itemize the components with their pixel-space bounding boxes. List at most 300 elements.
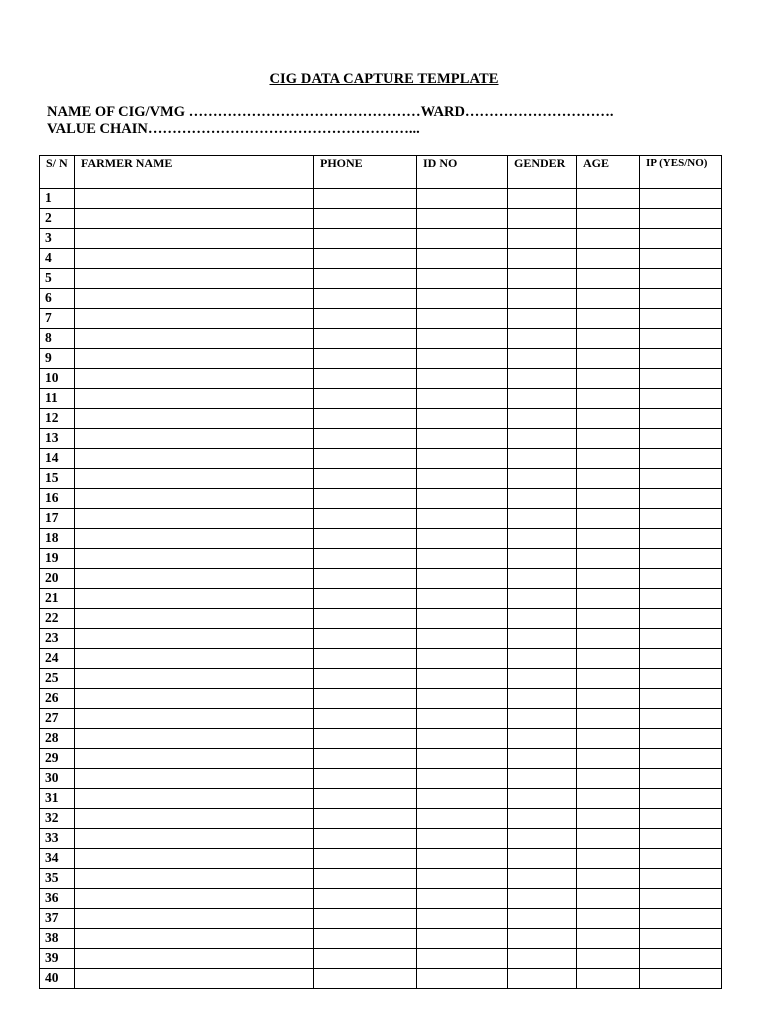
age-cell[interactable] — [577, 889, 640, 909]
farmer-name-cell[interactable] — [75, 309, 314, 329]
phone-cell[interactable] — [314, 649, 417, 669]
farmer-name-cell[interactable] — [75, 569, 314, 589]
gender-cell[interactable] — [508, 649, 577, 669]
phone-cell[interactable] — [314, 329, 417, 349]
gender-cell[interactable] — [508, 589, 577, 609]
farmer-name-cell[interactable] — [75, 489, 314, 509]
age-cell[interactable] — [577, 869, 640, 889]
ip-cell[interactable] — [640, 849, 722, 869]
ip-cell[interactable] — [640, 749, 722, 769]
farmer-name-cell[interactable] — [75, 689, 314, 709]
age-cell[interactable] — [577, 929, 640, 949]
row-number: 9 — [40, 349, 75, 369]
phone-cell[interactable] — [314, 629, 417, 649]
phone-cell[interactable] — [314, 809, 417, 829]
phone-cell[interactable] — [314, 529, 417, 549]
gender-cell[interactable] — [508, 309, 577, 329]
farmer-name-cell[interactable] — [75, 789, 314, 809]
table-row — [40, 249, 722, 269]
gender-cell[interactable] — [508, 789, 577, 809]
phone-cell[interactable] — [314, 349, 417, 369]
id-no-cell[interactable] — [417, 389, 508, 409]
age-cell[interactable] — [577, 329, 640, 349]
gender-cell[interactable] — [508, 689, 577, 709]
row-number: 1 — [40, 189, 75, 209]
phone-cell[interactable] — [314, 829, 417, 849]
phone-cell[interactable] — [314, 229, 417, 249]
age-cell[interactable] — [577, 309, 640, 329]
phone-cell[interactable] — [314, 449, 417, 469]
id-no-cell[interactable] — [417, 929, 508, 949]
id-no-cell[interactable] — [417, 189, 508, 209]
id-no-cell[interactable] — [417, 949, 508, 969]
table-row — [40, 889, 722, 909]
gender-cell[interactable] — [508, 429, 577, 449]
id-no-cell[interactable] — [417, 809, 508, 829]
ip-cell[interactable] — [640, 329, 722, 349]
farmer-name-cell[interactable] — [75, 709, 314, 729]
gender-cell[interactable] — [508, 529, 577, 549]
age-cell[interactable] — [577, 969, 640, 989]
table-row — [40, 349, 722, 369]
ip-cell[interactable] — [640, 509, 722, 529]
id-no-cell[interactable] — [417, 449, 508, 469]
phone-cell[interactable] — [314, 969, 417, 989]
gender-cell[interactable] — [508, 609, 577, 629]
phone-cell[interactable] — [314, 709, 417, 729]
id-no-cell[interactable] — [417, 829, 508, 849]
phone-cell[interactable] — [314, 849, 417, 869]
row-number: 24 — [40, 649, 75, 669]
ip-cell[interactable] — [640, 889, 722, 909]
phone-cell[interactable] — [314, 429, 417, 449]
phone-cell[interactable] — [314, 789, 417, 809]
row-number: 8 — [40, 329, 75, 349]
age-cell[interactable] — [577, 429, 640, 449]
table-row — [40, 649, 722, 669]
row-number: 22 — [40, 609, 75, 629]
table-row — [40, 409, 722, 429]
row-number: 4 — [40, 249, 75, 269]
table-row — [40, 369, 722, 389]
ip-cell[interactable] — [640, 929, 722, 949]
document-title: CIG DATA CAPTURE TEMPLATE — [269, 71, 499, 87]
ip-cell[interactable] — [640, 249, 722, 269]
ip-cell[interactable] — [640, 489, 722, 509]
table-row — [40, 769, 722, 789]
age-cell[interactable] — [577, 829, 640, 849]
table-row — [40, 309, 722, 329]
cig-name-ward-line: NAME OF CIG/VMG …………………………………………WARD…………………………. — [47, 104, 614, 120]
gender-cell[interactable] — [508, 189, 577, 209]
ip-cell[interactable] — [640, 689, 722, 709]
phone-cell[interactable] — [314, 589, 417, 609]
age-cell[interactable] — [577, 189, 640, 209]
age-cell[interactable] — [577, 909, 640, 929]
phone-cell[interactable] — [314, 409, 417, 429]
table-row — [40, 709, 722, 729]
id-no-cell[interactable] — [417, 589, 508, 609]
farmer-name-cell[interactable] — [75, 429, 314, 449]
gender-cell[interactable] — [508, 229, 577, 249]
row-number: 36 — [40, 889, 75, 909]
row-number: 21 — [40, 589, 75, 609]
ip-cell[interactable] — [640, 569, 722, 589]
row-number: 32 — [40, 809, 75, 829]
table-row — [40, 749, 722, 769]
phone-cell[interactable] — [314, 909, 417, 929]
id-no-cell[interactable] — [417, 249, 508, 269]
age-cell[interactable] — [577, 469, 640, 489]
age-cell[interactable] — [577, 409, 640, 429]
table-row — [40, 829, 722, 849]
age-cell[interactable] — [577, 789, 640, 809]
age-cell[interactable] — [577, 849, 640, 869]
farmer-name-cell[interactable] — [75, 729, 314, 749]
ip-cell[interactable] — [640, 369, 722, 389]
gender-cell[interactable] — [508, 469, 577, 489]
farmer-name-cell[interactable] — [75, 609, 314, 629]
ip-cell[interactable] — [640, 469, 722, 489]
age-cell[interactable] — [577, 529, 640, 549]
table-row — [40, 869, 722, 889]
farmer-name-cell[interactable] — [75, 189, 314, 209]
phone-cell[interactable] — [314, 769, 417, 789]
farmer-name-cell[interactable] — [75, 509, 314, 529]
gender-cell[interactable] — [508, 849, 577, 869]
age-cell[interactable] — [577, 489, 640, 509]
id-no-cell[interactable] — [417, 329, 508, 349]
farmer-name-cell[interactable] — [75, 949, 314, 969]
ip-cell[interactable] — [640, 609, 722, 629]
ip-cell[interactable] — [640, 309, 722, 329]
farmer-name-cell[interactable] — [75, 969, 314, 989]
id-no-cell[interactable] — [417, 769, 508, 789]
gender-cell[interactable] — [508, 369, 577, 389]
age-cell[interactable] — [577, 749, 640, 769]
age-cell[interactable] — [577, 449, 640, 469]
phone-cell[interactable] — [314, 549, 417, 569]
row-number: 28 — [40, 729, 75, 749]
age-cell[interactable] — [577, 289, 640, 309]
farmer-name-cell[interactable] — [75, 829, 314, 849]
gender-cell[interactable] — [508, 329, 577, 349]
farmer-name-cell[interactable] — [75, 629, 314, 649]
value-chain-line: VALUE CHAIN………………………………………………... — [47, 121, 420, 137]
farmer-name-cell[interactable] — [75, 529, 314, 549]
id-no-cell[interactable] — [417, 529, 508, 549]
id-no-cell[interactable] — [417, 889, 508, 909]
age-cell[interactable] — [577, 369, 640, 389]
farmer-name-cell[interactable] — [75, 809, 314, 829]
row-number: 40 — [40, 969, 75, 989]
farmer-name-cell[interactable] — [75, 549, 314, 569]
header-id-no: ID NO — [417, 156, 508, 189]
id-no-cell[interactable] — [417, 749, 508, 769]
id-no-cell[interactable] — [417, 289, 508, 309]
table-row — [40, 449, 722, 469]
id-no-cell[interactable] — [417, 869, 508, 889]
ip-cell[interactable] — [640, 729, 722, 749]
row-number: 6 — [40, 289, 75, 309]
age-cell[interactable] — [577, 729, 640, 749]
gender-cell[interactable] — [508, 629, 577, 649]
row-number: 39 — [40, 949, 75, 969]
phone-cell[interactable] — [314, 369, 417, 389]
ip-cell[interactable] — [640, 829, 722, 849]
gender-cell[interactable] — [508, 929, 577, 949]
table-row — [40, 969, 722, 989]
id-no-cell[interactable] — [417, 849, 508, 869]
ip-cell[interactable] — [640, 709, 722, 729]
ip-cell[interactable] — [640, 389, 722, 409]
phone-cell[interactable] — [314, 209, 417, 229]
age-cell[interactable] — [577, 549, 640, 569]
table-row — [40, 229, 722, 249]
table-row — [40, 489, 722, 509]
age-cell[interactable] — [577, 649, 640, 669]
gender-cell[interactable] — [508, 449, 577, 469]
id-no-cell[interactable] — [417, 649, 508, 669]
row-number: 29 — [40, 749, 75, 769]
id-no-cell[interactable] — [417, 609, 508, 629]
farmer-name-cell[interactable] — [75, 649, 314, 669]
farmer-name-cell[interactable] — [75, 589, 314, 609]
id-no-cell[interactable] — [417, 569, 508, 589]
age-cell[interactable] — [577, 569, 640, 589]
ip-cell[interactable] — [640, 809, 722, 829]
age-cell[interactable] — [577, 209, 640, 229]
ip-cell[interactable] — [640, 629, 722, 649]
gender-cell[interactable] — [508, 389, 577, 409]
gender-cell[interactable] — [508, 549, 577, 569]
phone-cell[interactable] — [314, 869, 417, 889]
phone-cell[interactable] — [314, 609, 417, 629]
id-no-cell[interactable] — [417, 709, 508, 729]
id-no-cell[interactable] — [417, 409, 508, 429]
ip-cell[interactable] — [640, 909, 722, 929]
ip-cell[interactable] — [640, 589, 722, 609]
age-cell[interactable] — [577, 269, 640, 289]
age-cell[interactable] — [577, 249, 640, 269]
id-no-cell[interactable] — [417, 909, 508, 929]
phone-cell[interactable] — [314, 389, 417, 409]
row-number: 2 — [40, 209, 75, 229]
farmer-name-cell[interactable] — [75, 329, 314, 349]
id-no-cell[interactable] — [417, 969, 508, 989]
table-row — [40, 429, 722, 449]
age-cell[interactable] — [577, 389, 640, 409]
phone-cell[interactable] — [314, 269, 417, 289]
phone-cell[interactable] — [314, 689, 417, 709]
farmer-name-cell[interactable] — [75, 749, 314, 769]
age-cell[interactable] — [577, 809, 640, 829]
ip-cell[interactable] — [640, 189, 722, 209]
header-sn: S/ N — [40, 156, 75, 189]
ip-cell[interactable] — [640, 429, 722, 449]
farmer-name-cell[interactable] — [75, 389, 314, 409]
ip-cell[interactable] — [640, 869, 722, 889]
row-number: 16 — [40, 489, 75, 509]
table-row — [40, 929, 722, 949]
row-number: 37 — [40, 909, 75, 929]
ip-cell[interactable] — [640, 769, 722, 789]
phone-cell[interactable] — [314, 949, 417, 969]
gender-cell[interactable] — [508, 249, 577, 269]
ip-cell[interactable] — [640, 649, 722, 669]
table-row — [40, 609, 722, 629]
age-cell[interactable] — [577, 509, 640, 529]
farmer-name-cell[interactable] — [75, 369, 314, 389]
id-no-cell[interactable] — [417, 549, 508, 569]
id-no-cell[interactable] — [417, 469, 508, 489]
phone-cell[interactable] — [314, 749, 417, 769]
row-number: 17 — [40, 509, 75, 529]
phone-cell[interactable] — [314, 729, 417, 749]
farmer-name-cell[interactable] — [75, 269, 314, 289]
row-number: 3 — [40, 229, 75, 249]
row-number: 19 — [40, 549, 75, 569]
ip-cell[interactable] — [640, 549, 722, 569]
row-number: 30 — [40, 769, 75, 789]
age-cell[interactable] — [577, 689, 640, 709]
gender-cell[interactable] — [508, 409, 577, 429]
gender-cell[interactable] — [508, 829, 577, 849]
phone-cell[interactable] — [314, 929, 417, 949]
row-number: 15 — [40, 469, 75, 489]
id-no-cell[interactable] — [417, 269, 508, 289]
farmer-name-cell[interactable] — [75, 249, 314, 269]
farmer-name-cell[interactable] — [75, 449, 314, 469]
gender-cell[interactable] — [508, 709, 577, 729]
farmer-name-cell[interactable] — [75, 869, 314, 889]
ip-cell[interactable] — [640, 969, 722, 989]
id-no-cell[interactable] — [417, 229, 508, 249]
age-cell[interactable] — [577, 709, 640, 729]
phone-cell[interactable] — [314, 669, 417, 689]
gender-cell[interactable] — [508, 749, 577, 769]
id-no-cell[interactable] — [417, 689, 508, 709]
id-no-cell[interactable] — [417, 509, 508, 529]
ip-cell[interactable] — [640, 949, 722, 969]
ip-cell[interactable] — [640, 289, 722, 309]
gender-cell[interactable] — [508, 669, 577, 689]
table-row — [40, 569, 722, 589]
age-cell[interactable] — [577, 229, 640, 249]
farmer-name-cell[interactable] — [75, 209, 314, 229]
ip-cell[interactable] — [640, 349, 722, 369]
table-row — [40, 629, 722, 649]
farmer-name-cell[interactable] — [75, 769, 314, 789]
age-cell[interactable] — [577, 949, 640, 969]
id-no-cell[interactable] — [417, 729, 508, 749]
phone-cell[interactable] — [314, 189, 417, 209]
age-cell[interactable] — [577, 589, 640, 609]
ip-cell[interactable] — [640, 269, 722, 289]
gender-cell[interactable] — [508, 889, 577, 909]
farmer-name-cell[interactable] — [75, 289, 314, 309]
table-row — [40, 549, 722, 569]
table-row — [40, 669, 722, 689]
header-farmer-name: FARMER NAME — [75, 156, 314, 189]
age-cell[interactable] — [577, 669, 640, 689]
gender-cell[interactable] — [508, 769, 577, 789]
row-number: 23 — [40, 629, 75, 649]
ip-cell[interactable] — [640, 669, 722, 689]
gender-cell[interactable] — [508, 209, 577, 229]
id-no-cell[interactable] — [417, 369, 508, 389]
ip-cell[interactable] — [640, 449, 722, 469]
phone-cell[interactable] — [314, 889, 417, 909]
gender-cell[interactable] — [508, 349, 577, 369]
farmer-name-cell[interactable] — [75, 409, 314, 429]
phone-cell[interactable] — [314, 569, 417, 589]
age-cell[interactable] — [577, 769, 640, 789]
gender-cell[interactable] — [508, 909, 577, 929]
table-row — [40, 469, 722, 489]
ip-cell[interactable] — [640, 229, 722, 249]
farmer-name-cell[interactable] — [75, 889, 314, 909]
table-row — [40, 589, 722, 609]
gender-cell[interactable] — [508, 509, 577, 529]
ip-cell[interactable] — [640, 409, 722, 429]
id-no-cell[interactable] — [417, 209, 508, 229]
farmer-name-cell[interactable] — [75, 909, 314, 929]
phone-cell[interactable] — [314, 469, 417, 489]
gender-cell[interactable] — [508, 949, 577, 969]
farmer-name-cell[interactable] — [75, 229, 314, 249]
ip-cell[interactable] — [640, 529, 722, 549]
id-no-cell[interactable] — [417, 629, 508, 649]
gender-cell[interactable] — [508, 729, 577, 749]
id-no-cell[interactable] — [417, 309, 508, 329]
gender-cell[interactable] — [508, 809, 577, 829]
age-cell[interactable] — [577, 349, 640, 369]
id-no-cell[interactable] — [417, 789, 508, 809]
phone-cell[interactable] — [314, 249, 417, 269]
gender-cell[interactable] — [508, 269, 577, 289]
table-row — [40, 509, 722, 529]
age-cell[interactable] — [577, 629, 640, 649]
table-body — [40, 189, 722, 989]
farmer-name-cell[interactable] — [75, 349, 314, 369]
phone-cell[interactable] — [314, 489, 417, 509]
farmer-name-cell[interactable] — [75, 849, 314, 869]
gender-cell[interactable] — [508, 869, 577, 889]
table-row — [40, 689, 722, 709]
gender-cell[interactable] — [508, 969, 577, 989]
age-cell[interactable] — [577, 609, 640, 629]
row-number: 35 — [40, 869, 75, 889]
farmer-name-cell[interactable] — [75, 669, 314, 689]
phone-cell[interactable] — [314, 309, 417, 329]
gender-cell[interactable] — [508, 569, 577, 589]
ip-cell[interactable] — [640, 789, 722, 809]
ip-cell[interactable] — [640, 209, 722, 229]
id-no-cell[interactable] — [417, 429, 508, 449]
id-no-cell[interactable] — [417, 669, 508, 689]
gender-cell[interactable] — [508, 489, 577, 509]
id-no-cell[interactable] — [417, 349, 508, 369]
farmer-name-cell[interactable] — [75, 469, 314, 489]
row-number: 5 — [40, 269, 75, 289]
phone-cell[interactable] — [314, 509, 417, 529]
farmer-name-cell[interactable] — [75, 929, 314, 949]
gender-cell[interactable] — [508, 289, 577, 309]
phone-cell[interactable] — [314, 289, 417, 309]
id-no-cell[interactable] — [417, 489, 508, 509]
table-row — [40, 209, 722, 229]
